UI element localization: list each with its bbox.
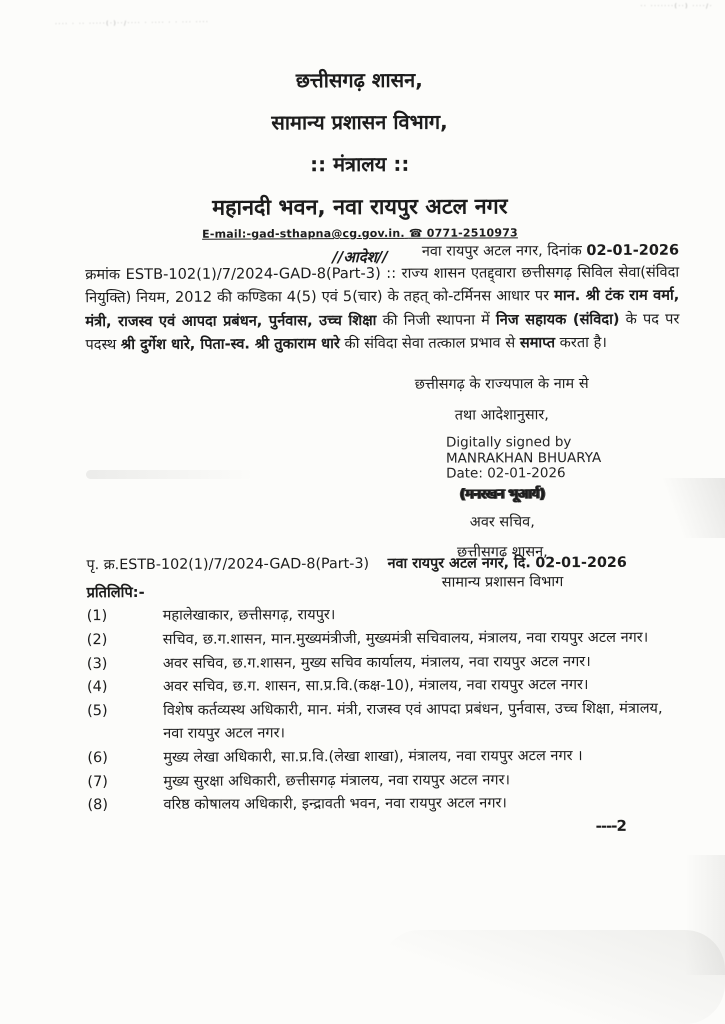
item-text: मुख्य लेखा अधिकारी, सा.प्र.वि.(लेखा शाखा), मंत्रालय, नवा रायपुर अटल नगर । [163,747,583,766]
digital-signature-line1: Digitally signed by [445,434,572,451]
list-item [87,698,683,746]
authority-line-1: छत्तीसगढ़ के राज्यपाल के नाम से [414,376,589,393]
item-text: सचिव, छ.ग.शासन, मान.मुख्यमंत्रीजी, मुख्यमंत्री सचिवालय, मंत्रालय, नवा रायपुर अटल नगर। [162,629,649,648]
scan-artifact-top-left: ···· · ·· ·····(·)··/···· · ···· · · ··· ···· [54,18,210,29]
item-text: विशेष कर्तव्यस्थ अधिकारी, मान. मंत्री, राजस्व एवं आपदा प्रबंधन, पुर्नवास, उच्च शिक्षा, मंत्रालय, नवा रायपुर अटल नगर। [163,700,663,742]
item-number: (5) [87,703,108,720]
item-number: (2) [86,631,108,649]
endorsement-date: 02-01-2026 [535,554,627,572]
item-text: वरिष्ठ कोषालय अधिकारी, इन्द्रावती भवन, नवा रायपुर अटल नगर। [163,795,507,814]
digital-signature [446,435,630,482]
list-item [87,626,683,651]
item-number: (8) [87,797,109,814]
signer-name: (मनरखन भूआर्य) [459,485,545,503]
signer-department: सामान्य प्रशासन विभाग [441,573,564,591]
endorsement-place: नवा रायपुर अटल नगर, दि. [387,555,531,572]
endorsement-ref: पृ. क्र.ESTB-102(1)/7/2024-GAD-8(Part-3) [86,555,370,574]
list-item [87,674,683,699]
page-number: ----2 [595,816,626,835]
digital-signature-line2: MANRAKHAN BHUARYA [445,449,602,467]
endorsement-line [86,553,680,575]
dateline-place: नवा रायपुर अटल नगर, दिनांक [421,243,582,260]
order-title: //आदेश// [332,247,388,267]
letterhead [0,64,719,268]
item-number: (3) [86,655,108,672]
item-number: (1) [86,608,108,625]
list-item [87,744,683,769]
copy-list [87,603,684,819]
list-item [87,768,683,793]
email-text: E-mail:-gad-sthapna@cg.gov.in. [202,226,405,241]
item-text: अवर सचिव, छ.ग. शासन, सा.प्र.वि.(कक्ष-10), मंत्रालय, नवा रायपुर अटल नगर। [162,677,589,696]
list-item [87,792,683,817]
signer-org: छत्तीसगढ़ शासन, [456,543,548,561]
dateline-date: 02-01-2026 [586,242,680,260]
address-line: महानदी भवन, नवा रायपुर अटल नगर [212,194,508,221]
department-name: सामान्य प्रशासन विभाग, [271,109,448,135]
dateline [422,240,679,261]
authority-line-2: तथा आदेशानुसार, [454,407,549,424]
item-text: महालेखाकार, छत्तीसगढ़, रायपुर। [162,607,336,624]
scan-artifact-top-right: ·· ·······(··) ····/· [640,3,713,10]
copy-to-label: प्रतिलिपि:- [86,583,145,602]
item-text: मुख्य सुरक्षा अधिकारी, छत्तीसगढ़ मंत्रालय, नवा रायपुर अटल नगर। [163,771,511,790]
order-paragraph: क्रमांक ESTB-102(1)/7/2024-GAD-8(Part-3) :: राज्य शासन एतद्द्वारा छत्तीसगढ़ सिविल सेवा(संविदा नियुक्ति) नियम, 2012 की कण्डिका 4(5) एवं 5(चार) के तहत् को-टर्मिनस आधार पर मान. श्री टंक राम वर्मा, मंत्री, राजस्व एवं आपदा प्रबंधन, पुर्नवास, उच्च शिक्षा की निजी स्थापना में निज सहायक (संविदा) के पद पर पदस्थ श्री दुर्गेश धारे, पिता-स्व. श्री तुकाराम धारे की संविदा सेवा तत्काल प्रभाव से समाप्त करता है। [85,263,680,354]
list-item [87,603,683,628]
digital-signature-line3: Date: 02-01-2026 [446,465,566,482]
ministry-line: :: मंत्रालय :: [310,151,410,177]
item-text: अवर सचिव, छ.ग.शासन, मुख्य सचिव कार्यालय, मंत्रालय, नवा रायपुर अटल नगर। [162,653,591,672]
signer-designation: अवर सचिव, [469,513,535,531]
list-item [87,650,683,675]
phone-number: 0771-2510973 [426,226,518,240]
phone-icon: ☎ [408,226,423,240]
item-number: (7) [87,773,108,790]
org-name: छत्तीसगढ़ शासन, [295,67,423,93]
item-number: (6) [87,749,108,766]
item-number: (4) [86,679,108,696]
